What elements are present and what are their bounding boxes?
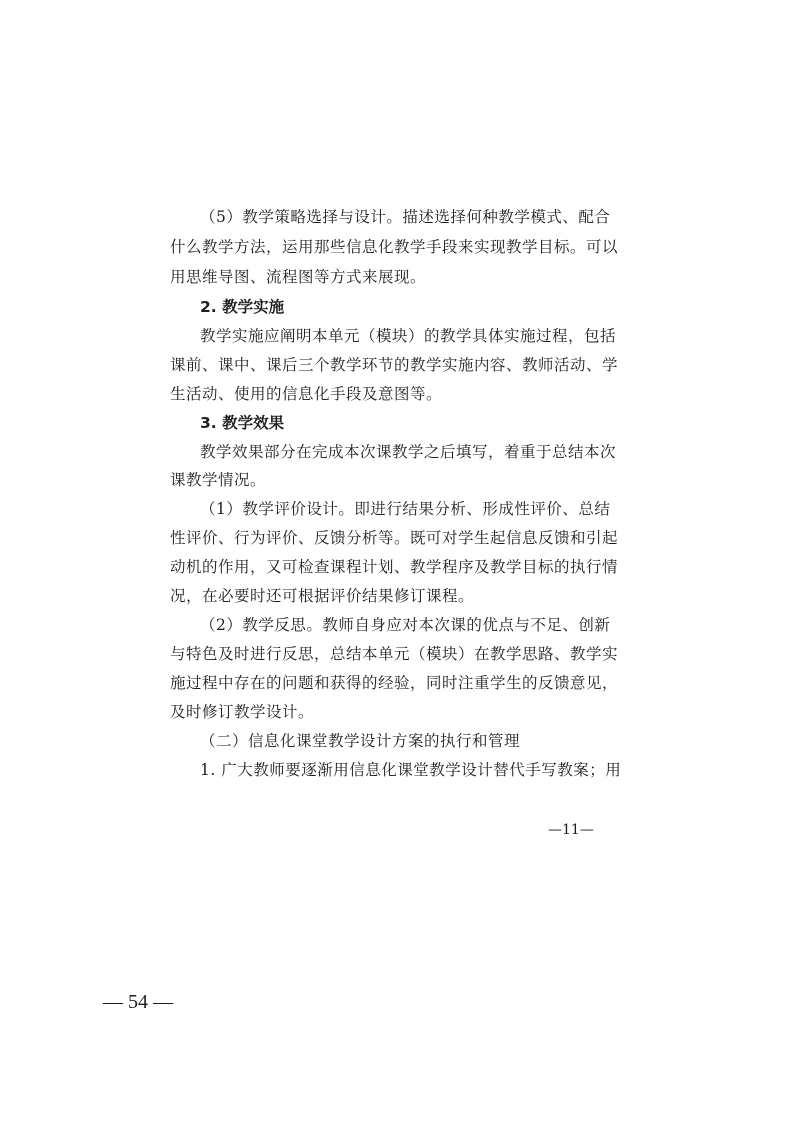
- section-heading: 3. 教学效果: [200, 414, 285, 432]
- paragraph-line: 1. 广大教师要逐渐用信息化课堂教学设计替代手写教案；用: [200, 761, 622, 779]
- paragraph-line: 性评价、行为评价、反馈分析等。既可对学生起信息反馈和引起: [170, 529, 619, 547]
- paragraph-line: 课前、课中、课后三个教学环节的教学实施内容、教师活动、学: [170, 356, 619, 374]
- paragraph-line: 与特色及时进行反思，总结本单元（模块）在教学思路、教学实: [170, 645, 619, 663]
- paragraph-line: 课教学情况。: [170, 471, 267, 489]
- paragraph-line: （5）教学策略选择与设计。描述选择何种教学模式、配合: [200, 208, 611, 226]
- paragraph-line: 教学实施应阐明本单元（模块）的教学具体实施过程，包括: [200, 327, 617, 345]
- paragraph-line: 教学效果部分在完成本次课教学之后填写，着重于总结本次: [200, 443, 617, 461]
- outer-page-number: — 54 —: [103, 991, 173, 1013]
- section-heading: 2. 教学实施: [200, 298, 285, 316]
- paragraph-line: 及时修订教学设计。: [170, 703, 315, 721]
- subsection-heading: （二）信息化课堂教学设计方案的执行和管理: [200, 732, 521, 750]
- paragraph-line: 况，在必要时还可根据评价结果修订课程。: [170, 587, 475, 605]
- paragraph-line: （1）教学评价设计。即进行结果分析、形成性评价、总结: [200, 500, 611, 518]
- paragraph-line: （2）教学反思。教师自身应对本次课的优点与不足、创新: [200, 616, 611, 634]
- paragraph-line: 动机的作用，又可检查课程计划、教学程序及教学目标的执行情: [170, 558, 619, 576]
- paragraph-line: 生活动、使用的信息化手段及意图等。: [170, 385, 443, 403]
- inner-page-number: —11—: [548, 822, 594, 838]
- paragraph-line: 什么教学方法，运用那些信息化教学手段来实现教学目标。可以: [170, 238, 619, 256]
- paragraph-line: 用思维导图、流程图等方式来展现。: [170, 268, 427, 286]
- paragraph-line: 施过程中存在的问题和获得的经验，同时注重学生的反馈意见，: [170, 674, 619, 692]
